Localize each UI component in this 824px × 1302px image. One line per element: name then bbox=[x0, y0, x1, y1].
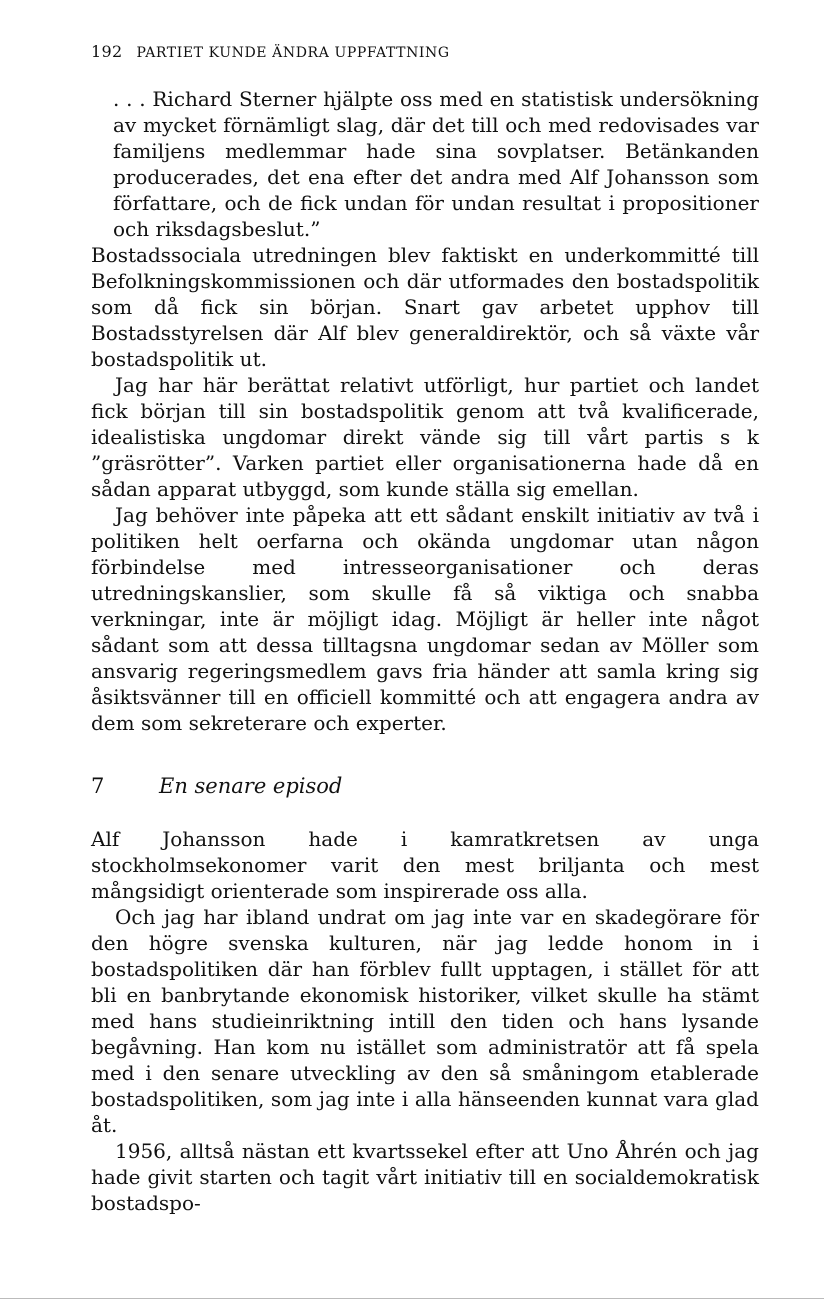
running-title: PARTIET KUNDE ÄNDRA UPPFATTNING bbox=[136, 45, 450, 61]
quote-text: . . . Richard Sterner hjälpte oss med en statistisk undersökning av mycket förnämligt slag, där det till och med redovisades var familjens medlemmar hade sina sovplatser. Betänkanden producerades, det ena efter det andra med Alf Johansson som författare, och de fick undan för undan resultat i propositioner och riksdagsbeslut.” bbox=[113, 87, 759, 241]
paragraph: Jag behöver inte påpeka att ett sådant enskilt initiativ av två i politiken helt oerfarna och okända ungdomar utan någon förbindelse med intresseorganisationer och deras utredningskanslier, som skulle få så viktiga och snabba verkningar, inte är möjligt idag. Möjligt är heller inte något sådant som att dessa tilltagsna ungdomar sedan av Möller som ansvarig regeringsmedlem gavs fria händer att samla kring sig åsiktsvänner till en officiell kommitté och att engagera andra av dem som sekreterare och experter. bbox=[91, 503, 759, 735]
page-number: 192 bbox=[91, 42, 123, 61]
paragraph: Alf Johansson hade i kamratkretsen av unga stockholmsekonomer varit den mest briljanta och mest mångsidigt orienterade som inspirerade oss alla. bbox=[91, 827, 759, 903]
section-1-body bbox=[91, 242, 759, 736]
paragraph: 1956, alltså nästan ett kvartssekel efter att Uno Åhrén och jag hade givit starten och tagit vårt initiativ till en socialdemokratisk bostadspo- bbox=[91, 1139, 759, 1215]
page-edge-line bbox=[0, 1298, 824, 1299]
running-head bbox=[91, 42, 771, 61]
paragraph: Jag har här berättat relativt utförligt, hur partiet och landet fick början till sin bostadspolitik genom att två kvalificerade, idealistiska ungdomar direkt vände sig till vårt partis s k ”gräsrötter”. Varken partiet eller organisationerna hade då en sådan apparat utbyggd, som kunde ställa sig emellan. bbox=[91, 373, 759, 501]
section-number: 7 bbox=[91, 774, 105, 798]
paragraph: Och jag har ibland undrat om jag inte var en skadegörare för den högre svenska kulturen, när jag ledde honom in i bostadspolitiken där han förblev fullt upptagen, i stället för att bli en banbrytande ekonomisk historiker, vilket skulle ha stämt med hans studieinriktning intill den tiden och hans lysande begåvning. Han kom nu istället som administratör att få spela med i den senare utveckling av den så småningom etablerade bostadspolitiken, som jag inte i alla hänseenden kunnat vara glad åt. bbox=[91, 905, 759, 1137]
section-2-body bbox=[91, 826, 759, 1216]
section-title: En senare episod bbox=[159, 774, 343, 798]
block-quote bbox=[113, 86, 759, 242]
section-heading bbox=[91, 774, 342, 798]
paragraph: Bostadssociala utredningen blev faktiskt en underkommitté till Befolkningskommissionen och där utformades den bostadspolitik som då fick sin början. Snart gav arbetet upphov till Bostadsstyrelsen där Alf blev generaldirektör, och så växte vår bostadspolitik ut. bbox=[91, 243, 759, 371]
